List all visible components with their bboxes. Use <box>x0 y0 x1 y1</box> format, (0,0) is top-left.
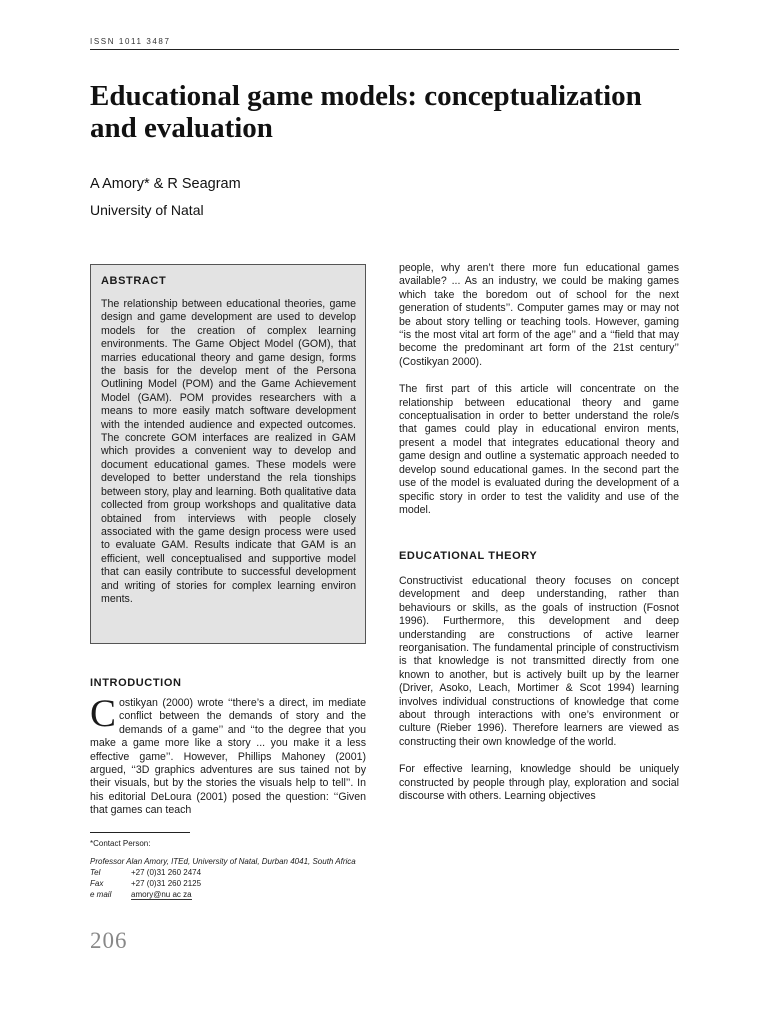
article-authors: A Amory* & R Seagram <box>90 176 241 192</box>
footnote-address: Professor Alan Amory, ITEd, University of Natal, Durban 4041, South Africa <box>90 857 356 866</box>
educational-theory-paragraph-2: For effective learning, knowledge should be uniquely constructed by people through play, exploration and social discourse with others. Learning objectives <box>399 763 679 803</box>
introduction-text <box>90 692 366 818</box>
article-overview-paragraph: The first part of this article will concentrate on the relationship between educational theory and game conceptualisation in order to better understand the role/s that games could play in educational environ ments, present a model that integrates educational theory and game design and outline a systematic approach needed to develop sound educational games. In the second part the use of the model is evaluated during the development of a specific story in order to test the validity and use of the model. <box>399 383 679 516</box>
issn: ISSN 1011 3487 <box>90 37 171 46</box>
footnote-tel <box>90 868 201 877</box>
footnote-rule <box>90 832 190 833</box>
header-rule <box>90 49 679 50</box>
introduction-heading: INTRODUCTION <box>90 677 182 689</box>
fax-value: +27 (0)31 260 2125 <box>131 879 202 888</box>
tel-label: Tel <box>90 868 101 877</box>
email-label: e mail <box>90 890 112 899</box>
intro-continued-paragraph: people, why aren’t there more fun educational games available? ... As an industry, we could be making games which take the boredom out of school for the next generation of students’’. Computer games may or may not be about story telling or teaching tools. However, gaming ‘‘is the most vital art form of the age’’ and a ‘‘field that may become the predominant art form of the 21st century’’ (Costikyan 2000). <box>399 262 679 368</box>
fax-label: Fax <box>90 879 104 888</box>
article-title: Educational game models: conceptualization and evaluation <box>90 80 642 144</box>
footnote-email <box>90 890 192 900</box>
email-link[interactable]: amory@nu ac za <box>131 890 192 899</box>
footnote-label: *Contact Person: <box>90 839 151 848</box>
footnote-fax <box>90 879 201 888</box>
dropcap: C <box>90 692 117 735</box>
introduction-body: ostikyan (2000) wrote ‘‘there’s a direct, im mediate conflict between the demands of story and the demands of a game’’ and ‘‘to the degree that you make a game more like a story ... you make it a less effective game’’. However, Phillips Mahoney (2001) argued, ‘‘3D graphics adventures are sus tained not by their visuals, but by the stories the visuals help to tell’’. In his editorial DeLoura (2001) posed the question: ‘‘Given that games can teach <box>90 697 366 817</box>
article-affiliation: University of Natal <box>90 202 204 218</box>
abstract-heading: ABSTRACT <box>101 275 167 287</box>
page-number: 206 <box>90 928 128 953</box>
tel-value: +27 (0)31 260 2474 <box>131 868 202 877</box>
right-column-intro <box>399 262 679 527</box>
abstract-box <box>90 264 366 644</box>
educational-theory-heading: EDUCATIONAL THEORY <box>399 550 538 562</box>
educational-theory-text <box>399 575 679 814</box>
educational-theory-paragraph-1: Constructivist educational theory focuses on concept development and deep understanding, rather than behaviours or skills, as the goals of instruction (Fosnot 1996). Furthermore, this development and deep understanding are constructions of active learner reorganisation. The fundamental principle of constructivism is that knowledge is not transmitted directly from one known to another, but is actively built up by the learner (Driver, Asoko, Leach, Mortimer & Scot 1994) learning involves individual constructions of knowledge that come about through interactions with one’s environment or culture (Rieber 1996). Therefore learners are viewed as constructing their own knowledge of the world. <box>399 575 679 748</box>
abstract-body: The relationship between educational theories, game design and game development are used to develop models for the creation of complex learning environments. The Game Object Model (GOM), that marries educational theory and game design, forms the basis for the develop ment of the Persona Outlining Model (POM) and the Game Achievement Model (GAM). POM provides researchers with a means to more easily match software development with the intended audience and expected outcomes. The concrete GOM interfaces are realized in GAM which provides a convenient way to develop and document educational games. These models were developed to better understand the rela tionships between story, play and learning. Both qualitative data collected from group workshops and qualitative data obtained from interviews with people closely associated with the game design process were used to evaluate GAM. Results indicate that GAM is an efficient, well conceptualised and supportive model that can easily contribute to successful development and writing of stories for complex learning environ ments. <box>101 298 356 605</box>
